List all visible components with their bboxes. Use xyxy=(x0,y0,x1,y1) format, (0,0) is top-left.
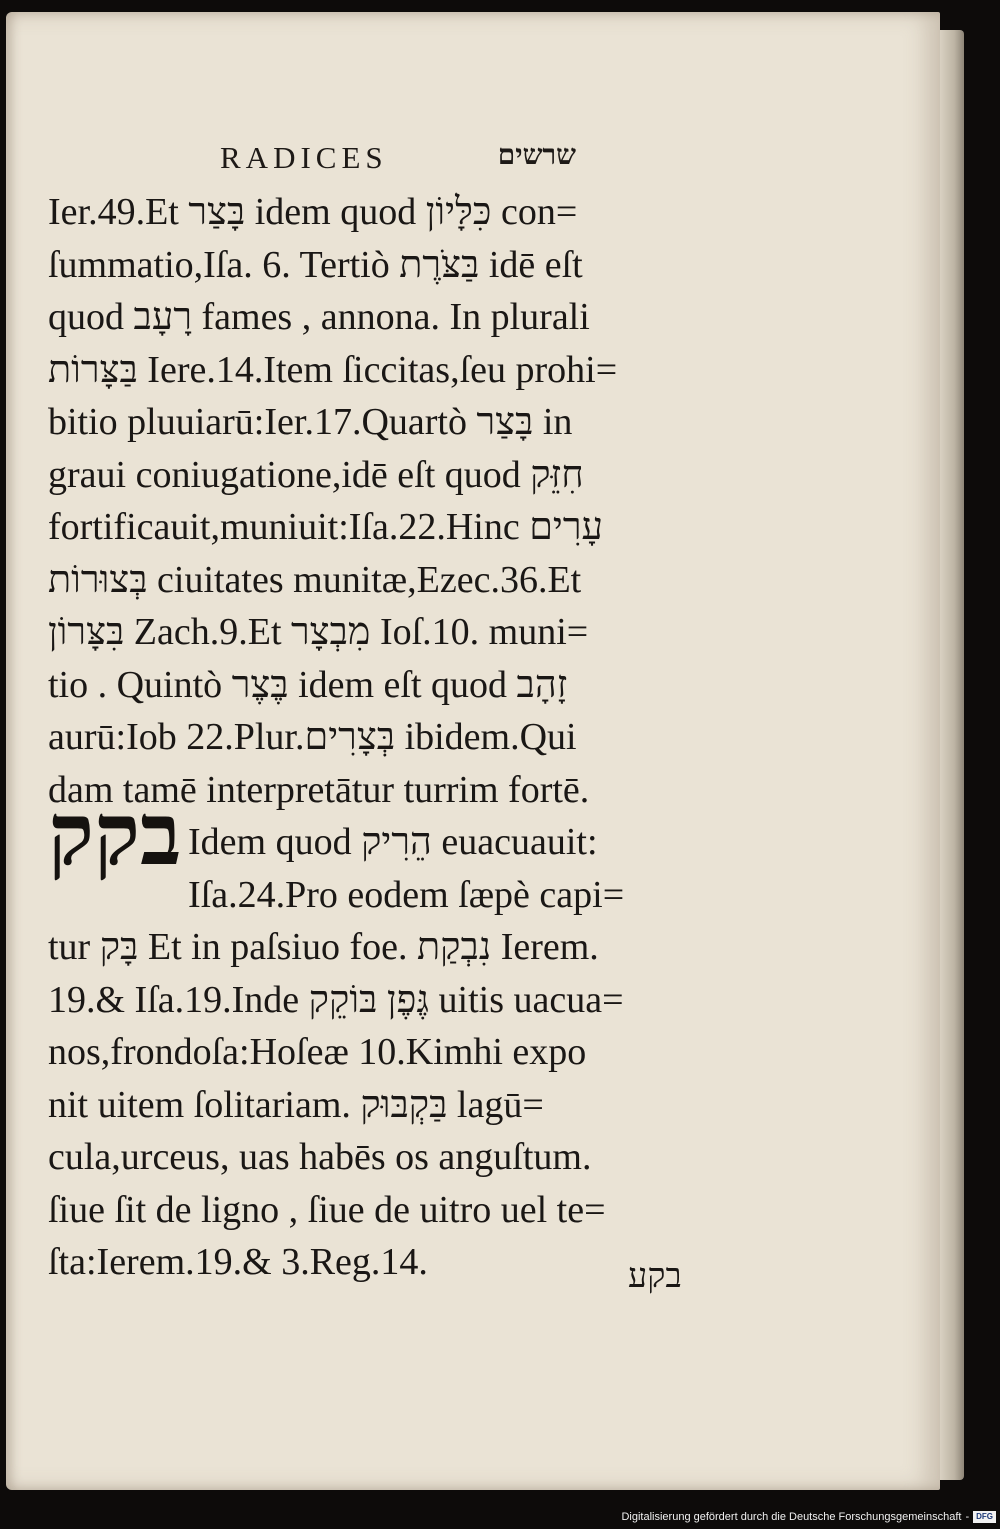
text-line: ſiue ſit de ligno , ſiue de uitro uel te= xyxy=(48,1188,606,1231)
footer-credit: Digitalisierung gefördert durch die Deutsche Forschungsgemeinschaft xyxy=(621,1511,962,1523)
text-line: ſta:Ierem.19.& 3.Reg.14. xyxy=(48,1241,428,1283)
text-line: nos,frondoſa:Hoſeæ 10.Kimhi expo xyxy=(48,1031,587,1073)
text-line: aurū:Iob 22.Plur.בְּצָרִים ibidem.Qui xyxy=(48,716,577,758)
text-line: quod רָעָב fames , annona. In plurali xyxy=(48,296,590,338)
footer-separator: - xyxy=(965,1511,970,1523)
text-line: dam tamē interpretātur turrim fortē. xyxy=(48,768,590,811)
text-line: Ier.49.Et בָּצַר idem quod כִּלָּיוֹן con= xyxy=(48,191,578,233)
body-text xyxy=(48,186,718,1289)
text-line: ſummatio,Iſa. 6. Tertiò בַּצֹּרֶת idē eſt xyxy=(48,243,583,286)
running-header xyxy=(220,140,576,180)
dfg-logo: DFG xyxy=(973,1511,996,1523)
digitization-footer xyxy=(621,1511,996,1523)
text-line: bitio pluuiarū:Ier.17.Quartò בָּצַר in xyxy=(48,401,573,443)
text-line-drop: Iſa.24.Pro eodem ſæpè capi= xyxy=(188,873,625,916)
text-line: tio . Quintò בֶּצֶר idem eſt quod זָהָב xyxy=(48,663,568,706)
running-header-latin: RADICES xyxy=(220,140,388,175)
drop-cap-hebrew: בקק xyxy=(48,787,182,883)
text-line: fortificauit,muniuit:Iſa.22.Hinc עָרִים xyxy=(48,506,604,548)
page-edge xyxy=(940,30,964,1480)
text-line: graui coniugatione,idē eſt quod חִזֵּק xyxy=(48,453,584,496)
text-line: tur בָּק Et in paſsiuo foe. נִבְקַת Ierem. xyxy=(48,926,599,968)
catchword: בקע xyxy=(628,1258,682,1295)
text-line: cula,urceus, uas habēs os anguſtum. xyxy=(48,1136,592,1178)
text-line-drop: Idem quod הֵרִיק euacuauit: xyxy=(188,821,598,863)
text-line: בַּצָּרוֹת Iere.14.Item ſiccitas,ſeu prohi= xyxy=(48,348,618,391)
text-line: 19.& Iſa.19.Inde גֶּפֶן בּוֹקֵק uitis uacua= xyxy=(48,978,624,1021)
text-line: בִּצָּרוֹן Zach.9.Et מִבְצָר Ioſ.10. muni= xyxy=(48,611,589,653)
running-header-hebrew: שרשים xyxy=(497,140,576,171)
text-line: nit uitem ſolitariam. בַּקְבּוּק lagū= xyxy=(48,1083,544,1126)
text-line: בְּצוּרוֹת ciuitates munitæ,Ezec.36.Et xyxy=(48,558,582,601)
